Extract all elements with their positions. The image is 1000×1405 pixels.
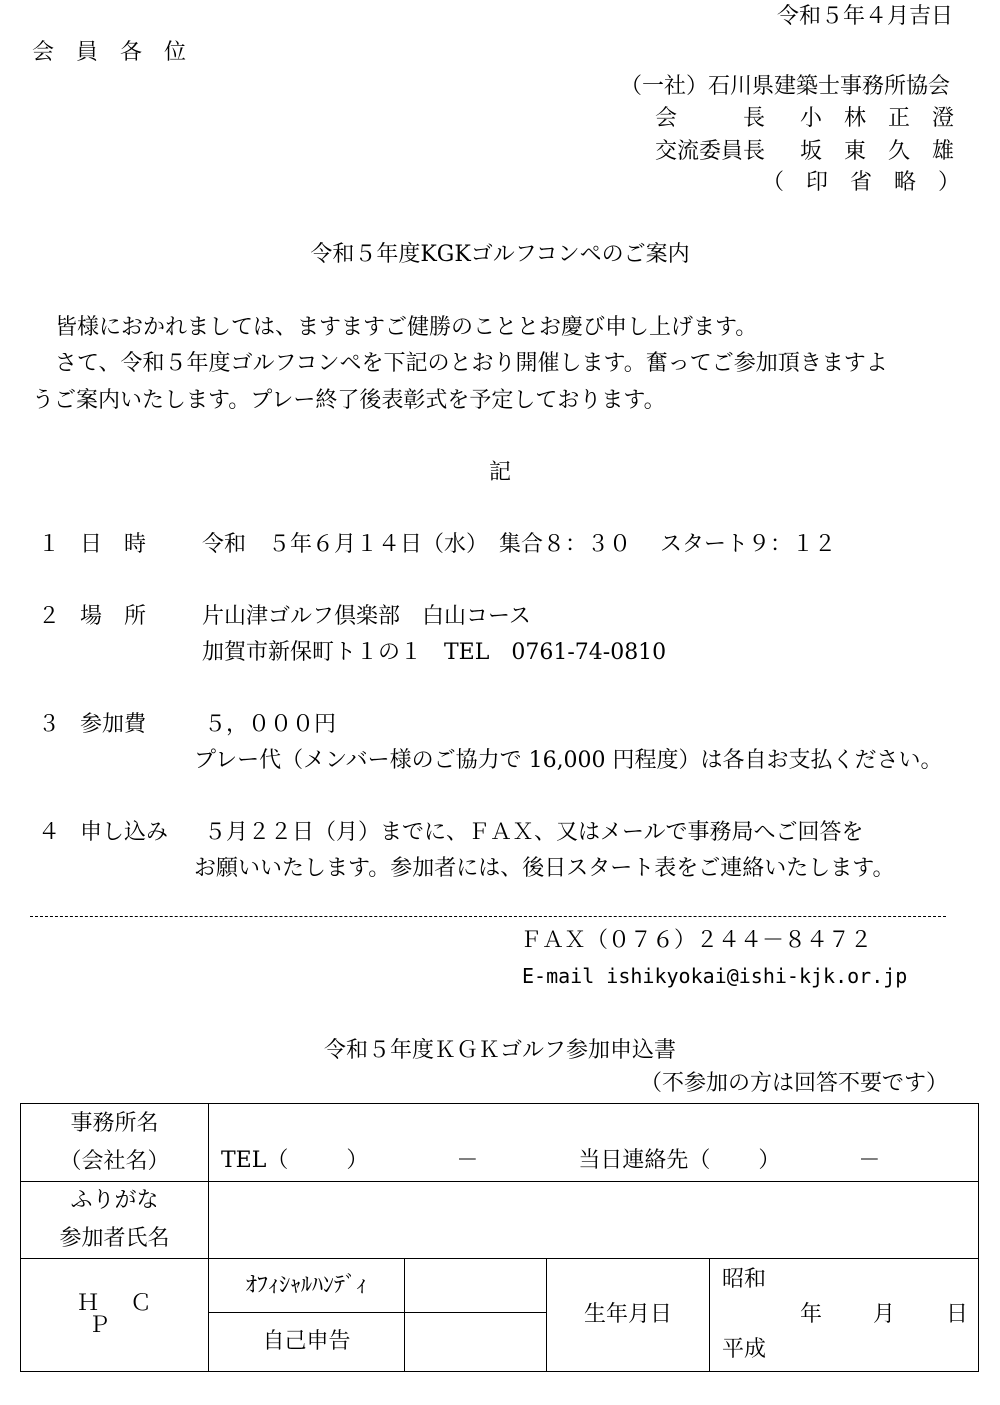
document-date: 令和５年４月吉日 — [777, 4, 954, 29]
president-title: 会 長 — [655, 106, 766, 131]
tel-dash: － — [456, 1147, 479, 1173]
fax-number: ＦＡＸ（０７６）２４４－８４７２ — [520, 928, 873, 953]
item-application-note: お願いいたします。参加者には、後日スタート表をご連絡いたします。 — [194, 856, 895, 881]
greeting-line-2: さて、令和５年度ゴルフコンペを下記のとおり開催します。奮ってご参加頂きますよ — [55, 351, 888, 376]
item-venue-value: 片山津ゴルフ倶楽部 白山コース — [202, 604, 531, 629]
committee-name: 坂 東 久 雄 — [800, 139, 955, 164]
self-report-input[interactable] — [405, 1313, 547, 1372]
item-datetime-value: 令和 ５年６月１４日（水） 集合８：３０ スタート９：１２ — [202, 532, 836, 557]
document-title: 令和５年度KGKゴルフコンペのご案内 — [310, 242, 690, 267]
participant-name-input-cell[interactable] — [209, 1182, 979, 1259]
item-number: ３ — [38, 712, 61, 737]
addressee: 会 員 各 位 — [32, 40, 187, 65]
month-label: 月 — [873, 1302, 896, 1327]
item-venue-address: 加賀市新保町ト１の１ TEL 0761-74-0810 — [202, 640, 667, 665]
seal-omitted-note: （ 印 省 略 ） — [762, 170, 961, 195]
cut-line-divider — [30, 916, 946, 917]
hcp-label: ＨＣＰ — [21, 1259, 209, 1372]
office-name-label: 事務所名 — [70, 1110, 159, 1136]
organization-name: （一社）石川県建築士事務所協会 — [620, 74, 951, 99]
birth-date-input-cell[interactable] — [710, 1259, 979, 1372]
greeting-line-3: うご案内いたします。プレー終了後表彰式を予定しております。 — [32, 388, 666, 413]
application-form-table — [20, 1103, 979, 1372]
self-report-label: 自己申告 — [209, 1313, 405, 1372]
item-fee-note: プレー代（メンバー様のご協力で 16,000 円程度）は各自お支払ください。 — [194, 748, 943, 773]
tel-paren-close: ） — [346, 1147, 369, 1173]
day-contact-dash: － — [858, 1147, 881, 1173]
office-name-input-cell[interactable] — [209, 1104, 979, 1182]
year-label: 年 — [800, 1302, 823, 1327]
email-address: E-mail ishikyokai@ishi-kjk.or.jp — [522, 964, 908, 988]
item-number: ４ — [38, 820, 61, 845]
item-fee-value: ５，０００円 — [204, 712, 337, 737]
item-number: ２ — [38, 604, 61, 629]
committee-title: 交流委員長 — [655, 139, 766, 164]
item-label-application: 申し込み — [80, 820, 169, 845]
official-handicap-label: ｵﾌｨｼｬﾙﾊﾝﾃﾞｨ — [209, 1259, 405, 1313]
tel-prefix: TEL（ — [221, 1147, 289, 1173]
ki-heading: 記 — [488, 460, 511, 485]
company-name-label: （会社名） — [59, 1148, 170, 1174]
office-name-label-cell — [21, 1104, 209, 1182]
form-note: （不参加の方は回答不要です） — [640, 1071, 949, 1096]
item-application-value: ５月２２日（月）までに、ＦＡＸ、又はメールで事務局へご回答を — [204, 820, 864, 845]
form-title: 令和５年度ＫＧＫゴルフ参加申込書 — [323, 1038, 676, 1063]
participant-name-label: 参加者氏名 — [59, 1226, 170, 1251]
item-label-fee: 参加費 — [80, 712, 147, 737]
furigana-label: ふりがな — [70, 1188, 159, 1213]
item-number: １ — [38, 532, 61, 557]
official-handicap-input[interactable] — [405, 1259, 547, 1313]
greeting-line-1: 皆様におかれましては、ますますご健勝のこととお慶び申し上げます。 — [55, 315, 758, 340]
participant-name-label-cell — [21, 1182, 209, 1259]
day-contact-label: 当日連絡先（ — [578, 1147, 711, 1173]
era-heisei: 平成 — [722, 1337, 767, 1362]
item-label-venue: 場 所 — [80, 604, 147, 629]
era-showa: 昭和 — [722, 1267, 767, 1292]
day-label: 日 — [946, 1302, 969, 1327]
birth-date-label: 生年月日 — [547, 1259, 710, 1372]
day-contact-paren-close: ） — [758, 1147, 781, 1173]
item-label-datetime: 日 時 — [80, 532, 147, 557]
president-name: 小 林 正 澄 — [800, 106, 955, 131]
